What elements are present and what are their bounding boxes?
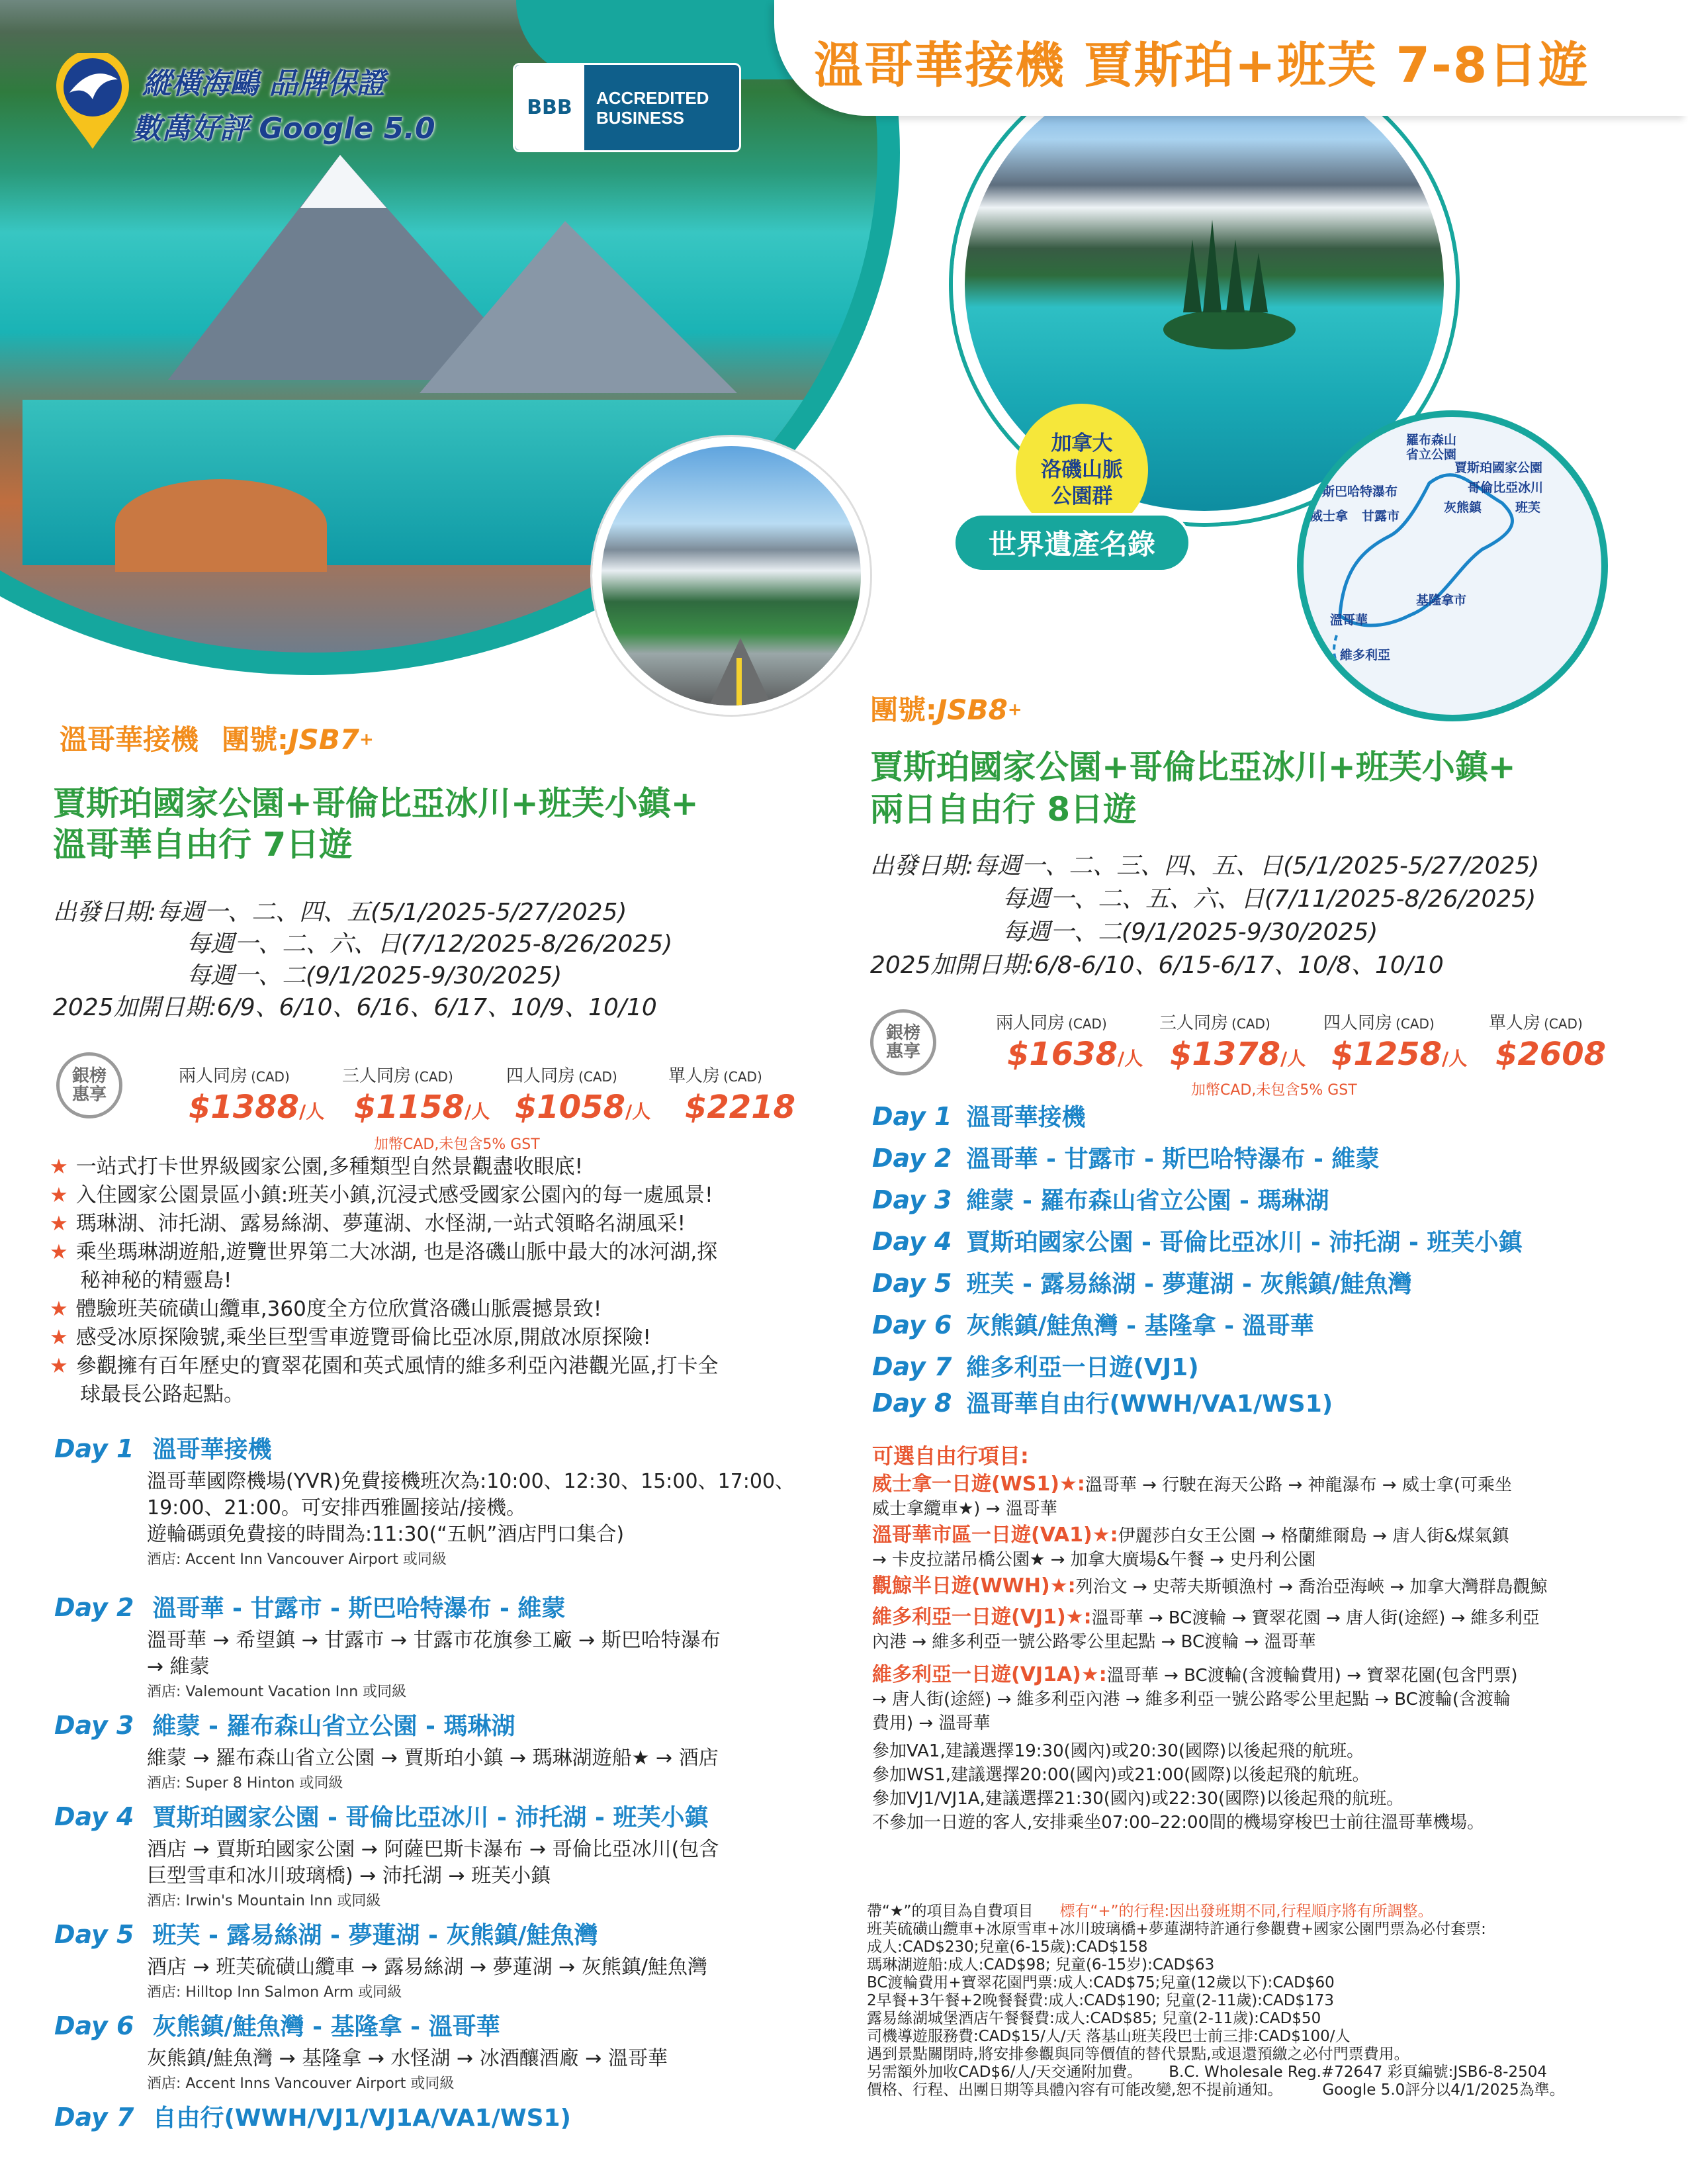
- day-detail: → 維蒙: [147, 1655, 210, 1678]
- day-number: Day 5: [54, 1920, 134, 1949]
- route-map: [1297, 410, 1608, 721]
- day-number: Day 1: [54, 1434, 134, 1463]
- departure-dates: 每週一、二、五、六、日(7/11/2025-8/26/2025): [1002, 886, 1536, 913]
- day-detail: 酒店 → 賈斯珀國家公園 → 阿薩巴斯卡瀑布 → 哥倫比亞冰川(包含: [147, 1838, 719, 1861]
- hotel-info: 酒店: Accent Inn Vancouver Airport 或同級: [147, 1551, 447, 1568]
- day-detail: 維蒙 → 羅布森山省立公園 → 賈斯珀小鎮 → 瑪琳湖遊船★ → 酒店: [147, 1747, 719, 1770]
- fine-line: BC渡輪費用+寶翠花園門票:成人:CAD$75;兒童(12歲以下):CAD$60: [867, 1974, 1335, 1991]
- price-label-single: 單人房 (CAD): [1489, 1013, 1583, 1033]
- option-detail: 伊麗莎白女王公園 → 格蘭維爾島 → 唐人街&煤氣鎮: [1118, 1526, 1509, 1546]
- day-number: Day 5: [872, 1269, 952, 1298]
- highlight-item: ★ 感受冰原探險號,乘坐巨型雪車遊覽哥倫比亞冰原,開啟冰原探險!: [50, 1326, 651, 1349]
- day-detail: 巨型雪車和冰川玻璃橋) → 沛托湖 → 班芙小鎮: [147, 1864, 551, 1888]
- day-detail: 灰熊鎮/鮭魚灣 → 基隆拿 → 水怪湖 → 冰酒釀酒廠 → 溫哥華: [147, 2047, 668, 2070]
- day-title: 維多利亞一日遊(VJ1): [966, 1354, 1199, 1381]
- itinerary-day: [872, 1099, 1523, 1140]
- itinerary-day: [872, 1182, 1523, 1224]
- left-title-1: 賈斯珀國家公園+哥倫比亞冰川+班芙小鎮+: [53, 784, 699, 823]
- price-label-3p: 三人同房 (CAD): [1159, 1013, 1270, 1033]
- fine-line: 2早餐+3午餐+2晚餐餐費:成人:CAD$190; 兒童(2-11歲):CAD$173: [867, 1992, 1334, 2009]
- hotel-info: 酒店: Valemount Vacation Inn 或同級: [147, 1684, 407, 1700]
- highlight-item-cont: 球最長公路起點。: [80, 1383, 244, 1406]
- itinerary-day: [54, 1917, 822, 2008]
- itinerary-day: [872, 1349, 1523, 1385]
- highlight-item: ★ 體驗班芙硫磺山纜車,360度全方位欣賞洛磯山脈震撼景致!: [50, 1297, 602, 1321]
- option-title: 維多利亞一日遊(VJ1A)★:: [872, 1663, 1107, 1686]
- fine-line: 遇到景點關閉時,將安排參觀與同等價值的替代景點,或退還預繳之必付門票費用。: [867, 2046, 1409, 2063]
- map-label: 維多利亞: [1340, 648, 1391, 662]
- day-number: Day 7: [54, 2103, 134, 2132]
- highlight-item: ★ 瑪琳湖、沛托湖、露易絲湖、夢蓮湖、水怪湖,一站式領略名湖風采!: [50, 1212, 686, 1236]
- day-detail: 溫哥華國際機場(YVR)免費接機班次為:10:00、12:30、15:00、17:00、: [147, 1470, 795, 1493]
- tour-code-prefix: 團號:: [222, 723, 289, 756]
- day-title: 賈斯珀國家公園 - 哥倫比亞冰川 - 沛托湖 - 班芙小鎮: [966, 1229, 1523, 1256]
- pickup-label: 溫哥華接機: [60, 723, 199, 756]
- seagull-logo-icon: [53, 53, 132, 152]
- day-detail: 遊輪碼頭免費接的時間為:11:30(“五帆”酒店門口集合): [147, 1523, 625, 1546]
- badge-line-2: 洛磯山脈: [1041, 458, 1123, 482]
- day-title: 維蒙 - 羅布森山省立公園 - 瑪琳湖: [152, 1713, 515, 1740]
- highlight-item-cont: 秘神秘的精靈島!: [80, 1269, 232, 1293]
- price-label-single: 單人房 (CAD): [668, 1066, 762, 1086]
- itinerary-day: [872, 1265, 1523, 1307]
- fine-line: 司機導遊服務費:CAD$15/人/天 落基山班芙段巴士前三排:CAD$100/人: [867, 2028, 1351, 2045]
- day-detail: 溫哥華 → 希望鎮 → 甘露市 → 甘露市花旗參工廠 → 斯巴哈特瀑布: [147, 1629, 721, 1652]
- price-label-2p: 兩人同房 (CAD): [996, 1013, 1107, 1033]
- left-itinerary: [54, 1431, 822, 2133]
- highlight-item: ★ 入住國家公園景區小鎮:班芙小鎮,沉浸式感受國家公園內的每一處風景!: [50, 1183, 713, 1207]
- day-title: 溫哥華 - 甘露市 - 斯巴哈特瀑布 - 維蒙: [152, 1595, 566, 1622]
- fine-line: 瑪琳湖遊船:成人:CAD$98; 兒童(6-15岁):CAD$63: [867, 1956, 1215, 1974]
- right-itinerary: [872, 1099, 1523, 1419]
- brand-slogan-1: 縱橫海鷗 品牌保證: [142, 67, 386, 101]
- departure-dates: 出發日期:每週一、二、三、四、五、日(5/1/2025-5/27/2025): [870, 852, 1540, 880]
- hotel-info: 酒店: Irwin's Mountain Inn 或同級: [147, 1893, 381, 1909]
- day-title: 溫哥華 - 甘露市 - 斯巴哈特瀑布 - 維蒙: [966, 1146, 1380, 1173]
- option-title: 維多利亞一日遊(VJ1)★:: [872, 1606, 1092, 1629]
- extra-dates: 2025加開日期:6/8-6/10、6/15-6/17、10/8、10/10: [870, 952, 1444, 979]
- itinerary-day: [54, 2008, 822, 2099]
- road-photo: [592, 437, 870, 715]
- price-single: $2608: [1495, 1036, 1606, 1073]
- left-tour-header: [60, 718, 374, 758]
- right-title-2: 兩日自由行 8日遊: [870, 790, 1137, 829]
- day-number: Day 3: [54, 1711, 134, 1740]
- itinerary-day: [54, 2099, 822, 2133]
- world-heritage-label: 世界遺產名錄: [953, 513, 1191, 572]
- itinerary-day: [872, 1140, 1523, 1182]
- bbb-accredited-badge: [513, 63, 741, 152]
- itinerary-day: [54, 1707, 822, 1799]
- fine-print: [867, 1903, 1661, 2099]
- right-tour-header: [870, 688, 1022, 728]
- day-number: Day 4: [872, 1227, 952, 1256]
- option-detail: 溫哥華 → BC渡輪 → 寶翠花園 → 唐人街(途經) → 維多利亞: [1091, 1608, 1540, 1628]
- day-title: 自由行(WWH/VJ1/VJ1A/VA1/WS1): [152, 2105, 572, 2132]
- registration-info: B.C. Wholesale Reg.#72647 彩頁編號:JSB6-8-2504: [1169, 2064, 1547, 2081]
- flight-note: 不參加一日遊的客人,安排乘坐07:00–22:00間的機場穿梭巴士前往溫哥華機場。: [872, 1813, 1485, 1833]
- price-4p: $1058/人: [515, 1089, 651, 1126]
- itinerary-day: [872, 1307, 1523, 1349]
- flight-note: 參加VA1,建議選擇19:30(國內)或20:30(國際)以後起飛的航班。: [872, 1741, 1364, 1761]
- day-title: 灰熊鎮/鮭魚灣 - 基隆拿 - 溫哥華: [152, 2013, 500, 2040]
- option-item: [872, 1606, 1653, 1654]
- map-label: 羅布森山: [1406, 433, 1457, 447]
- tour-code-prefix: 團號:: [870, 694, 937, 726]
- day-title: 灰熊鎮/鮭魚灣 - 基隆拿 - 溫哥華: [966, 1312, 1314, 1340]
- silver-award-medal: 銀榜惠享: [870, 1009, 936, 1075]
- gst-note: 加幣CAD,未包含5% GST: [374, 1136, 540, 1153]
- left-title-2: 溫哥華自由行 7日遊: [53, 825, 353, 864]
- map-label: 哥倫比亞冰川: [1468, 480, 1544, 495]
- price-label-4p: 四人同房 (CAD): [506, 1066, 617, 1086]
- price-label-3p: 三人同房 (CAD): [342, 1066, 453, 1086]
- itinerary-day: [872, 1385, 1523, 1419]
- tour-code: JSB8: [936, 694, 1008, 726]
- flight-note: 參加VJ1/VJ1A,建議選擇21:30(國內)或22:30(國際)以後起飛的航班。: [872, 1789, 1404, 1809]
- option-detail: 威士拿纜車★) → 溫哥華: [872, 1499, 1057, 1519]
- fine-line: 另需額外加收CAD$6/人/天交通附加費。: [867, 2064, 1143, 2081]
- highlight-item: ★ 參觀擁有百年歷史的寶翠花園和英式風情的維多利亞內港觀光區,打卡全: [50, 1354, 719, 1378]
- bbb-text-2: BUSINESS: [596, 107, 684, 128]
- page-title: 溫哥華接機 賈斯珀+班芙 7-8日遊: [814, 37, 1589, 94]
- departure-dates: 每週一、二、六、日(7/12/2025-8/26/2025): [187, 931, 673, 958]
- fine-line: 露易絲湖城堡酒店午餐餐費:成人:CAD$85; 兒童(2-11歲):CAD$50: [867, 2010, 1321, 2027]
- day-number: Day 2: [872, 1144, 952, 1173]
- price-label-4p: 四人同房 (CAD): [1323, 1013, 1435, 1033]
- tour-code: JSB7: [288, 723, 360, 756]
- badge-line-1: 加拿大: [1051, 432, 1113, 455]
- map-label: 基隆拿市: [1416, 593, 1467, 608]
- price-label-2p: 兩人同房 (CAD): [179, 1066, 290, 1086]
- optional-title: 可選自由行項目:: [872, 1443, 1029, 1469]
- itinerary-day: [872, 1224, 1523, 1265]
- optional-tours: [872, 1439, 1653, 1835]
- day-number: Day 8: [872, 1388, 952, 1418]
- price-single: $2218: [685, 1089, 795, 1126]
- option-detail: 費用) → 溫哥華: [872, 1713, 991, 1733]
- price-4p: $1258/人: [1331, 1036, 1468, 1073]
- fine-line: 成人:CAD$230;兒童(6-15歲):CAD$158: [867, 1938, 1148, 1956]
- day-title: 賈斯珀國家公園 - 哥倫比亞冰川 - 沛托湖 - 班芙小鎮: [152, 1804, 709, 1831]
- flight-note: 參加WS1,建議選擇20:00(國內)或21:00(國際)以後起飛的航班。: [872, 1765, 1370, 1785]
- itinerary-day: [54, 1590, 822, 1707]
- price-2p: $1388/人: [189, 1089, 325, 1126]
- day-title: 溫哥華自由行(WWH/VA1/WS1): [966, 1390, 1333, 1418]
- bbb-logo-icon: BBB: [515, 65, 584, 150]
- itinerary-day: [54, 1799, 822, 1917]
- highlight-item: ★ 一站式打卡世界級國家公園,多種類型自然景觀盡收眼底!: [50, 1155, 584, 1179]
- map-label: 班芙: [1515, 500, 1541, 515]
- option-title: 觀鯨半日遊(WWH)★:: [872, 1574, 1076, 1598]
- option-item: [872, 1473, 1653, 1521]
- fine-line: 班芙硫磺山纜車+冰原雪車+冰川玻璃橋+夢蓮湖特許通行參觀費+國家公園門票為必付套票:: [867, 1921, 1486, 1938]
- departure-dates: 出發日期:每週一、二、四、五(5/1/2025-5/27/2025): [53, 899, 627, 926]
- bbb-text-1: ACCREDITED: [596, 87, 709, 108]
- order-mark: +: [359, 729, 374, 750]
- option-title: 威士拿一日遊(WS1)★:: [872, 1473, 1085, 1496]
- rating-note: Google 5.0評分以4/1/2025為準。: [1322, 2081, 1565, 2099]
- fine-note: 帶“★”的項目為自費項目: [867, 1903, 1034, 1920]
- day-number: Day 1: [872, 1102, 952, 1131]
- day-number: Day 6: [872, 1310, 952, 1340]
- map-label: 賈斯珀國家公園: [1454, 461, 1543, 475]
- option-item: [872, 1574, 1653, 1599]
- option-detail: 內港 → 維多利亞一號公路零公里起點 → BC渡輪 → 溫哥華: [872, 1632, 1316, 1652]
- hotel-info: 酒店: Accent Inns Vancouver Airport 或同級: [147, 2075, 455, 2092]
- hotel-info: 酒店: Hilltop Inn Salmon Arm 或同級: [147, 1984, 402, 2001]
- option-detail: 溫哥華 → 行駛在海天公路 → 神龍瀑布 → 威士拿(可乘坐: [1085, 1475, 1512, 1495]
- option-detail: → 唐人街(途經) → 維多利亞內港 → 維多利亞一號公路零公里起點 → BC渡輪(含渡輪: [872, 1690, 1511, 1709]
- day-number: Day 3: [872, 1185, 952, 1214]
- option-item: [872, 1524, 1653, 1572]
- day-title: 溫哥華接機: [152, 1436, 272, 1463]
- option-detail: 列治文 → 史蒂夫斯頓漁村 → 喬治亞海峽 → 加拿大灣群島觀鯨: [1075, 1577, 1548, 1597]
- map-label: 斯巴哈特瀑布: [1322, 484, 1398, 499]
- highlight-item: ★ 乘坐瑪琳湖遊船,遊覽世界第二大冰湖, 也是洛磯山脈中最大的冰河湖,探: [50, 1240, 718, 1264]
- option-detail: 溫哥華 → BC渡輪(含渡輪費用) → 寶翠花園(包含門票): [1106, 1666, 1518, 1686]
- day-number: Day 4: [54, 1802, 134, 1831]
- day-number: Day 2: [54, 1593, 134, 1622]
- day-title: 溫哥華接機: [966, 1104, 1086, 1131]
- map-label: 灰熊鎮: [1444, 500, 1482, 515]
- itinerary-day: [54, 1431, 822, 1590]
- day-title: 班芙 - 露易絲湖 - 夢蓮湖 - 灰熊鎮/鮭魚灣: [966, 1271, 1412, 1298]
- price-3p: $1378/人: [1170, 1036, 1306, 1073]
- day-title: 班芙 - 露易絲湖 - 夢蓮湖 - 灰熊鎮/鮭魚灣: [152, 1922, 598, 1949]
- map-label: 溫哥華: [1330, 613, 1368, 627]
- right-title-1: 賈斯珀國家公園+哥倫比亞冰川+班芙小鎮+: [870, 748, 1516, 786]
- day-detail: 酒店 → 班芙硫磺山纜車 → 露易絲湖 → 夢蓮湖 → 灰熊鎮/鮭魚灣: [147, 1956, 707, 1979]
- option-item: [872, 1663, 1653, 1735]
- day-detail: 19:00、21:00。可安排西雅圖接站/接機。: [147, 1496, 527, 1520]
- day-title: 維蒙 - 羅布森山省立公園 - 瑪琳湖: [966, 1187, 1329, 1214]
- fine-line: 價格、行程、出團日期等具體內容有可能改變,恕不提前通知。: [867, 2081, 1283, 2099]
- hotel-info: 酒店: Super 8 Hinton 或同級: [147, 1775, 343, 1792]
- option-detail: → 卡皮拉諾吊橋公園★ → 加拿大廣場&午餐 → 史丹利公園: [872, 1550, 1316, 1570]
- gst-note: 加幣CAD,未包含5% GST: [1191, 1082, 1357, 1099]
- order-mark: +: [1007, 700, 1022, 720]
- option-title: 溫哥華市區一日遊(VA1)★:: [872, 1524, 1118, 1547]
- departure-dates: 每週一、二(9/1/2025-9/30/2025): [187, 962, 562, 989]
- map-label: 甘露市: [1362, 509, 1400, 523]
- map-label: 威士拿: [1310, 509, 1349, 523]
- departure-dates: 每週一、二(9/1/2025-9/30/2025): [1002, 919, 1378, 946]
- extra-dates: 2025加開日期:6/9、6/10、6/16、6/17、10/9、10/10: [53, 994, 657, 1021]
- silver-award-medal: 銀榜惠享: [56, 1052, 122, 1118]
- badge-line-3: 公園群: [1051, 484, 1113, 508]
- price-2p: $1638/人: [1007, 1036, 1143, 1073]
- fine-note-order: 標有“+”的行程:因出發班期不同,行程順序將有所調整。: [1059, 1903, 1433, 1920]
- brand-slogan-2: 數萬好評 Google 5.0: [132, 112, 435, 146]
- day-number: Day 6: [54, 2011, 134, 2040]
- price-3p: $1158/人: [354, 1089, 490, 1126]
- day-number: Day 7: [872, 1352, 952, 1381]
- highlights-list: [50, 1153, 817, 1409]
- map-label: 省立公園: [1406, 447, 1457, 462]
